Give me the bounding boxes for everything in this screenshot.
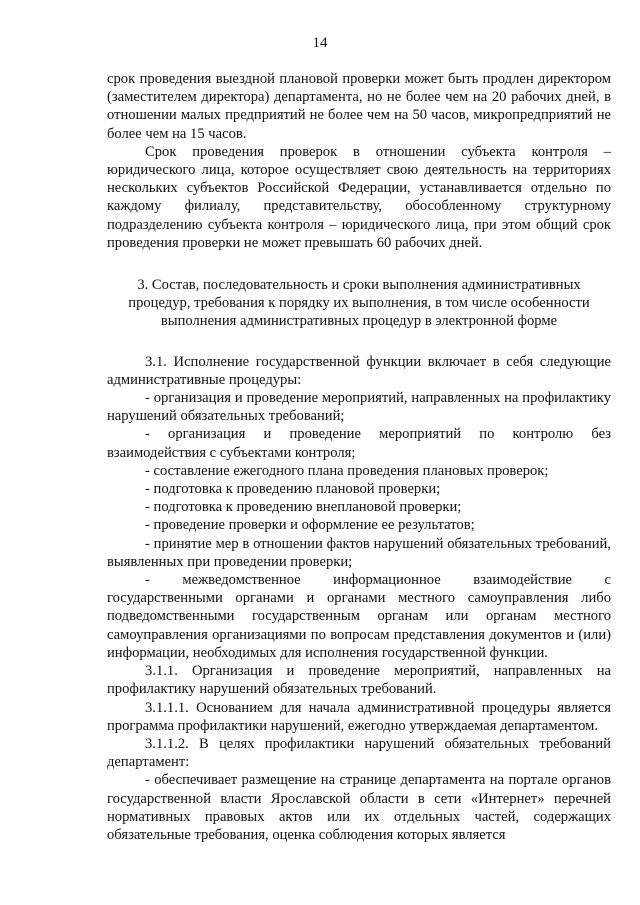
page-number: 14 (312, 35, 328, 51)
section-heading-line: процедур, требования к порядку их выполнения, в том числе особенности (128, 295, 590, 312)
section-heading-line: выполнения административных процедур в электронной форме (160, 313, 558, 330)
paragraph-extension-terms: срок проведения выездной плановой проверки может быть продлен директором (заместителем директора) департамента, но не более чем на 20 рабочих дней, в отношении малых предприятий не более чем на 50 часов, микропредприятий не более чем на 15 часов. (107, 71, 611, 142)
section-heading-line: 3. Состав, последовательность и сроки выполнения административных (137, 277, 581, 294)
paragraph-publication-duty: - обеспечивает размещение на странице департамента на портале органов государственной власти Ярославской области в сети «Интернет» перечней нормативных правовых актов или их отдельных частей, содержащих обязательные требования, оценка соблюдения которых является (107, 772, 611, 843)
list-item-procedure: - подготовка к проведению плановой проверки; (145, 481, 441, 498)
paragraph-3-1-1: 3.1.1. Организация и проведение мероприятий, направленных на профилактику нарушений обязательных требований. (107, 663, 611, 698)
paragraph-multi-region-terms: Срок проведения проверок в отношении субъекта контроля – юридического лица, которое осуществляет свою деятельность на территориях нескольких субъектов Российской Федерации, устанавливается отдельно по каждому филиалу, представительству, обособленному структурному подразделению субъекта контроля – юридического лица, при этом общий срок проведения проверки не может превышать 60 рабочих дней. (107, 143, 611, 251)
list-item-procedure: - принятие мер в отношении фактов нарушений обязательных требований, выявленных при проведении проверки; (107, 535, 611, 570)
list-item-procedure: - подготовка к проведению внеплановой проверки; (145, 499, 462, 516)
paragraph-3-1-1-2: 3.1.1.2. В целях профилактики нарушений обязательных требований департамент: (107, 735, 611, 771)
paragraph-3-1: 3.1. Исполнение государственной функции включает в себя следующие административные процедуры: (107, 353, 611, 388)
document-body (107, 70, 611, 844)
list-item-procedure: - проведение проверки и оформление ее результатов; (145, 517, 475, 534)
section-heading-3 (107, 276, 611, 331)
list-item-procedure: - межведомственное информационное взаимодействие с государственными органами и органами местного самоуправления либо подведомственными государственным органам или органам местного самоуправления организациями по вопросам представления документов и (или) информации, необходимых для исполнения государственной функции. (107, 572, 611, 661)
list-item-procedure: - составление ежегодного плана проведения плановых проверок; (145, 462, 549, 479)
paragraph-3-1-1-1: 3.1.1.1. Основанием для начала административной процедуры является программа профилактики нарушений, ежегодно утверждаемая департаментом. (107, 699, 611, 734)
list-item-procedure: - организация и проведение мероприятий по контролю без взаимодействия с субъектами контроля; (107, 426, 611, 461)
list-item-procedure: - организация и проведение мероприятий, направленных на профилактику нарушений обязательных требований; (107, 390, 611, 425)
